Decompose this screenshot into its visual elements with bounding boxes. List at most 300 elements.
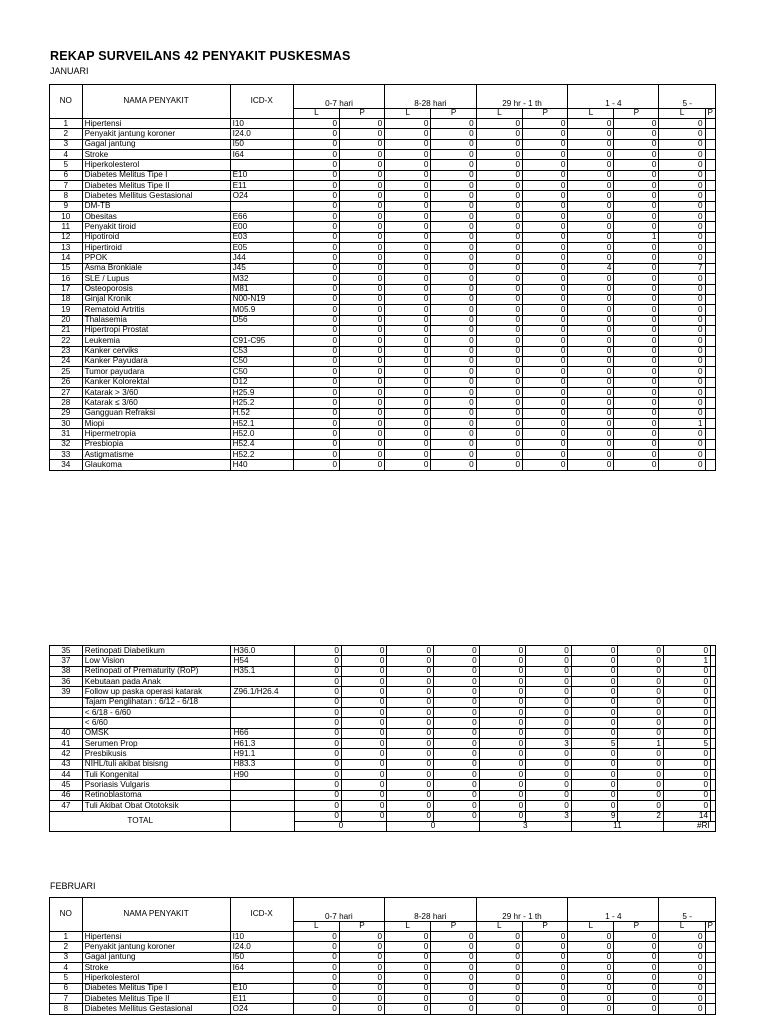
- row-count: 0: [568, 119, 614, 129]
- table-row: [50, 790, 716, 800]
- row-icd-code: E10: [230, 983, 293, 993]
- row-count: 0: [385, 336, 431, 346]
- row-count: 0: [523, 222, 568, 232]
- row-no: 47: [50, 801, 83, 811]
- row-count: 0: [614, 983, 659, 993]
- row-count-empty: [711, 677, 716, 687]
- table-row: [50, 387, 716, 397]
- row-count: 0: [385, 232, 431, 242]
- row-count: 0: [571, 770, 618, 780]
- row-count: 0: [385, 274, 431, 284]
- row-count: 0: [476, 160, 522, 170]
- row-count: 0: [295, 708, 342, 718]
- row-count: 0: [523, 119, 568, 129]
- row-count: 0: [614, 356, 659, 366]
- row-count: 0: [295, 677, 342, 687]
- row-count: 0: [295, 687, 342, 697]
- row-count: 0: [614, 377, 659, 387]
- row-disease-name: Kanker cerviks: [82, 346, 230, 356]
- table-row: [50, 1004, 716, 1014]
- row-count: 0: [618, 708, 664, 718]
- row-icd-code: I24.0: [230, 129, 293, 139]
- row-count: 0: [618, 801, 664, 811]
- row-no: 35: [50, 646, 83, 656]
- row-disease-name: Presbiopia: [82, 439, 230, 449]
- row-count: 0: [387, 687, 434, 697]
- row-count: 0: [663, 718, 710, 728]
- row-count: 0: [659, 150, 705, 160]
- row-count: 0: [385, 418, 431, 428]
- table-row: [50, 336, 716, 346]
- row-count: 0: [476, 201, 522, 211]
- row-count: 0: [431, 191, 476, 201]
- row-count-empty: [705, 284, 715, 294]
- row-count: 0: [476, 315, 522, 325]
- row-icd-code: E11: [230, 181, 293, 191]
- row-count: 0: [340, 418, 385, 428]
- row-count-empty: [705, 315, 715, 325]
- row-count: 0: [341, 687, 387, 697]
- row-count: 0: [522, 952, 567, 962]
- row-no: 46: [50, 790, 83, 800]
- row-count: 0: [568, 222, 614, 232]
- row-count: 0: [659, 315, 705, 325]
- row-icd-code: [231, 697, 295, 707]
- row-count: 0: [614, 460, 659, 470]
- row-count: 0: [663, 790, 710, 800]
- row-count: 0: [614, 346, 659, 356]
- row-count: 0: [385, 429, 431, 439]
- row-count: 0: [295, 697, 342, 707]
- row-count: 0: [341, 728, 387, 738]
- row-count: 0: [663, 770, 710, 780]
- row-disease-name: Tuli Kongenital: [82, 770, 231, 780]
- row-count: 0: [614, 942, 659, 952]
- row-count: 0: [340, 356, 385, 366]
- row-disease-name: Hipermetropia: [82, 429, 230, 439]
- row-no: 6: [50, 170, 83, 180]
- row-disease-name: < 6/60: [82, 718, 231, 728]
- row-count: 0: [340, 119, 385, 129]
- row-count: 0: [526, 697, 572, 707]
- row-count: 0: [385, 263, 431, 273]
- row-icd-code: Z96.1/H26.4: [231, 687, 295, 697]
- row-count-empty: [705, 325, 715, 335]
- header-sex: L: [385, 922, 431, 932]
- row-icd-code: H52.2: [230, 450, 293, 460]
- row-count: 0: [568, 983, 614, 993]
- row-icd-code: I10: [230, 932, 293, 942]
- row-count: 0: [340, 160, 385, 170]
- row-count: 0: [479, 780, 526, 790]
- row-count-empty: [705, 222, 715, 232]
- row-icd-code: I24.0: [230, 942, 293, 952]
- row-disease-name: Miopi: [82, 418, 230, 428]
- header-age-group: 8-28 hari: [385, 85, 476, 109]
- row-count: 0: [341, 801, 387, 811]
- row-count: 4: [568, 263, 614, 273]
- row-count-empty: [705, 942, 715, 952]
- row-count: 0: [663, 801, 710, 811]
- row-no: 2: [50, 129, 83, 139]
- row-count: 0: [523, 356, 568, 366]
- header-row: [50, 898, 716, 922]
- row-disease-name: Gagal jantung: [82, 139, 230, 149]
- row-count: 0: [387, 801, 434, 811]
- row-count: 0: [434, 666, 480, 676]
- row-count: 0: [659, 346, 705, 356]
- row-count: 0: [568, 418, 614, 428]
- row-count: 0: [387, 718, 434, 728]
- row-count: 0: [385, 994, 431, 1004]
- row-disease-name: Diabetes Mellitus Gestasional: [82, 1004, 230, 1014]
- row-count: 0: [476, 377, 522, 387]
- row-count: 0: [614, 994, 659, 1004]
- row-icd-code: H35.1: [231, 666, 295, 676]
- row-count: 0: [614, 263, 659, 273]
- row-icd-code: I64: [230, 963, 293, 973]
- row-count: 3: [526, 739, 572, 749]
- row-count: 0: [479, 749, 526, 759]
- row-count: 0: [293, 450, 339, 460]
- row-count-empty: [711, 801, 716, 811]
- table-row: [50, 325, 716, 335]
- row-count: 0: [523, 212, 568, 222]
- row-count: 0: [387, 790, 434, 800]
- row-count: 0: [614, 170, 659, 180]
- row-count: 0: [568, 284, 614, 294]
- row-count: 0: [434, 708, 480, 718]
- row-count-empty: [705, 243, 715, 253]
- row-count: 0: [523, 336, 568, 346]
- row-count: 0: [434, 646, 480, 656]
- row-disease-name: Tuli Akibat Obat Ototoksik: [82, 801, 231, 811]
- header-row: [50, 85, 716, 109]
- row-count: 0: [479, 677, 526, 687]
- row-icd-code: H36.0: [231, 646, 295, 656]
- row-icd-code: I64: [230, 150, 293, 160]
- row-count: 0: [385, 439, 431, 449]
- row-count: 0: [568, 356, 614, 366]
- row-count: 0: [523, 387, 568, 397]
- row-count: 1: [659, 418, 705, 428]
- row-disease-name: Retinopati of Prematurity (RoP): [82, 666, 231, 676]
- header-age-group: 0-7 hari: [293, 85, 384, 109]
- row-no: 9: [50, 201, 83, 211]
- row-count: 0: [340, 377, 385, 387]
- table-row: [50, 356, 716, 366]
- row-count: 0: [293, 191, 339, 201]
- row-count: 0: [340, 408, 385, 418]
- row-count: 0: [568, 253, 614, 263]
- row-count: 0: [385, 201, 431, 211]
- row-count: 0: [568, 212, 614, 222]
- row-count: 0: [431, 160, 476, 170]
- row-no: 6: [50, 983, 83, 993]
- row-count: 0: [340, 263, 385, 273]
- row-count: 0: [387, 739, 434, 749]
- row-disease-name: Ginjal Kronik: [82, 294, 230, 304]
- row-count-empty: [705, 952, 715, 962]
- row-count: 0: [571, 801, 618, 811]
- row-disease-name: Leukemia: [82, 336, 230, 346]
- row-disease-name: Diabetes Melitus Tipe II: [82, 181, 230, 191]
- row-count: 0: [340, 439, 385, 449]
- row-count: 0: [340, 274, 385, 284]
- row-count-empty: [711, 687, 716, 697]
- row-count-empty: [711, 770, 716, 780]
- row-count: 0: [614, 439, 659, 449]
- row-count: 0: [659, 243, 705, 253]
- row-count: 0: [340, 253, 385, 263]
- row-count: 0: [571, 687, 618, 697]
- row-count: 0: [340, 387, 385, 397]
- row-disease-name: Stroke: [82, 150, 230, 160]
- row-count: 0: [523, 377, 568, 387]
- row-count-empty: [705, 932, 715, 942]
- row-count: 0: [568, 243, 614, 253]
- row-no: 39: [50, 687, 83, 697]
- row-count: 0: [434, 687, 480, 697]
- row-count: 0: [431, 181, 476, 191]
- row-count: 0: [568, 932, 614, 942]
- row-count: 0: [523, 201, 568, 211]
- row-no: 4: [50, 150, 83, 160]
- row-count: 0: [618, 666, 664, 676]
- row-icd-code: E05: [230, 243, 293, 253]
- row-count-empty: [711, 780, 716, 790]
- row-disease-name: Asma Bronkiale: [82, 263, 230, 273]
- row-count: 0: [476, 243, 522, 253]
- row-count: 0: [659, 212, 705, 222]
- row-disease-name: < 6/18 - 6/60: [82, 708, 231, 718]
- row-disease-name: Diabetes Melitus Tipe I: [82, 170, 230, 180]
- table-row: [50, 284, 716, 294]
- table-row: [50, 932, 716, 942]
- row-count: 0: [339, 932, 384, 942]
- row-count: 0: [341, 749, 387, 759]
- row-count: 0: [431, 346, 476, 356]
- total-count: 0: [387, 811, 434, 821]
- row-count: 0: [431, 932, 476, 942]
- row-count: 0: [476, 983, 522, 993]
- row-no: 26: [50, 377, 83, 387]
- row-count-empty: [711, 749, 716, 759]
- table-row: [50, 656, 716, 666]
- row-icd-code: [231, 677, 295, 687]
- header-sex: P: [339, 922, 384, 932]
- row-count: 0: [479, 790, 526, 800]
- row-count: 0: [526, 656, 572, 666]
- row-count: 0: [663, 728, 710, 738]
- row-count: 0: [659, 408, 705, 418]
- row-count: 0: [295, 801, 342, 811]
- row-count: 0: [431, 222, 476, 232]
- row-count: 0: [476, 963, 522, 973]
- row-count: 0: [431, 201, 476, 211]
- row-count: 0: [614, 294, 659, 304]
- row-count-empty: [711, 656, 716, 666]
- table-row: [50, 253, 716, 263]
- row-count: 0: [385, 398, 431, 408]
- row-count: 0: [431, 460, 476, 470]
- row-disease-name: Obesitas: [82, 212, 230, 222]
- row-count: 0: [476, 994, 522, 1004]
- row-icd-code: H25.9: [230, 387, 293, 397]
- row-count: 0: [476, 367, 522, 377]
- row-count: 0: [526, 708, 572, 718]
- row-count-empty: [705, 450, 715, 460]
- row-count: 0: [659, 222, 705, 232]
- row-no: 12: [50, 232, 83, 242]
- header-no: NO: [50, 898, 83, 932]
- january-table-part2: [49, 645, 716, 832]
- row-count: 0: [659, 973, 705, 983]
- row-count: 0: [526, 801, 572, 811]
- row-count-empty: [705, 253, 715, 263]
- report-title: REKAP SURVEILANS 42 PENYAKIT PUSKESMAS: [50, 49, 351, 63]
- row-count: 0: [571, 728, 618, 738]
- header-name: NAMA PENYAKIT: [82, 85, 230, 119]
- row-count-empty: [711, 759, 716, 769]
- total-row: [50, 811, 716, 821]
- row-count: 0: [523, 408, 568, 418]
- row-count: 0: [431, 963, 476, 973]
- header-age-group: 8-28 hari: [385, 898, 477, 922]
- row-disease-name: Diabetes Melitus Tipe II: [82, 994, 230, 1004]
- row-count: 0: [385, 325, 431, 335]
- row-count-empty: [705, 460, 715, 470]
- header-sex: P: [614, 922, 659, 932]
- table-row: [50, 994, 716, 1004]
- row-count: 0: [526, 687, 572, 697]
- row-count: 0: [659, 325, 705, 335]
- row-count: 0: [614, 418, 659, 428]
- row-icd-code: E10: [230, 170, 293, 180]
- row-count: 0: [618, 759, 664, 769]
- total-sum: 0: [295, 821, 387, 831]
- row-icd-code: I50: [230, 139, 293, 149]
- row-count: 5: [571, 739, 618, 749]
- row-count: 0: [526, 770, 572, 780]
- row-count-empty: [705, 294, 715, 304]
- row-icd-code: H.52: [230, 408, 293, 418]
- row-count: 0: [618, 687, 664, 697]
- row-icd-code: H40: [230, 460, 293, 470]
- row-no: 19: [50, 305, 83, 315]
- row-icd-code: I50: [230, 952, 293, 962]
- row-count: 0: [385, 294, 431, 304]
- row-count: 0: [618, 677, 664, 687]
- row-count: 1: [614, 232, 659, 242]
- row-icd-code: H90: [231, 770, 295, 780]
- row-count: 0: [339, 983, 384, 993]
- row-count: 0: [293, 119, 339, 129]
- row-count-empty: [705, 201, 715, 211]
- row-count: 0: [293, 232, 339, 242]
- row-count: 0: [659, 274, 705, 284]
- row-count: 0: [340, 139, 385, 149]
- row-no: 1: [50, 119, 83, 129]
- row-count: 0: [523, 243, 568, 253]
- row-icd-code: H52.1: [230, 418, 293, 428]
- row-no: 16: [50, 274, 83, 284]
- row-icd-code: O24: [230, 191, 293, 201]
- row-count: 0: [568, 129, 614, 139]
- row-count: 0: [568, 994, 614, 1004]
- row-count: 0: [523, 460, 568, 470]
- row-count: 0: [568, 377, 614, 387]
- row-count: 0: [571, 708, 618, 718]
- row-count: 0: [476, 181, 522, 191]
- row-count: 0: [434, 759, 480, 769]
- row-count: 0: [293, 284, 339, 294]
- row-count: 0: [431, 994, 476, 1004]
- row-count: 0: [568, 952, 614, 962]
- row-count: 0: [526, 759, 572, 769]
- row-count: 0: [523, 398, 568, 408]
- row-icd-code: [231, 790, 295, 800]
- row-disease-name: DM-TB: [82, 201, 230, 211]
- row-count-empty: [705, 418, 715, 428]
- header-age-group: 0-7 hari: [293, 898, 384, 922]
- row-count: 0: [614, 387, 659, 397]
- row-count: 0: [479, 739, 526, 749]
- table-row: [50, 439, 716, 449]
- month-label-january: JANUARI: [50, 66, 89, 76]
- row-count: 0: [341, 718, 387, 728]
- row-count: 0: [659, 191, 705, 201]
- row-count: 0: [385, 315, 431, 325]
- row-count: 0: [523, 346, 568, 356]
- row-count: 0: [659, 119, 705, 129]
- row-count: 0: [476, 212, 522, 222]
- row-count: 0: [614, 243, 659, 253]
- row-count: 0: [568, 387, 614, 397]
- row-count: 0: [568, 170, 614, 180]
- row-disease-name: Osteoporosis: [82, 284, 230, 294]
- row-no: 18: [50, 294, 83, 304]
- row-no: 32: [50, 439, 83, 449]
- row-count: 0: [659, 963, 705, 973]
- row-disease-name: Stroke: [82, 963, 230, 973]
- row-count: 0: [568, 408, 614, 418]
- row-count: 0: [385, 408, 431, 418]
- row-count: 0: [479, 770, 526, 780]
- row-count: 0: [479, 646, 526, 656]
- row-count: 0: [293, 387, 339, 397]
- row-count: 0: [293, 212, 339, 222]
- row-count: 0: [523, 418, 568, 428]
- row-count: 0: [614, 119, 659, 129]
- row-no: 22: [50, 336, 83, 346]
- table-row: [50, 232, 716, 242]
- table-row: [50, 398, 716, 408]
- row-count: 0: [293, 1004, 339, 1014]
- row-count: 0: [293, 439, 339, 449]
- row-count: 0: [431, 408, 476, 418]
- total-sum: 3: [479, 821, 571, 831]
- row-count: 0: [385, 952, 431, 962]
- row-count-empty: [711, 790, 716, 800]
- row-icd-code: H52.4: [230, 439, 293, 449]
- row-disease-name: Low Vision: [82, 656, 231, 666]
- row-count: 0: [293, 942, 339, 952]
- row-disease-name: Hipertropi Prostat: [82, 325, 230, 335]
- row-count: 0: [614, 408, 659, 418]
- row-count: 0: [568, 336, 614, 346]
- row-count: 0: [340, 315, 385, 325]
